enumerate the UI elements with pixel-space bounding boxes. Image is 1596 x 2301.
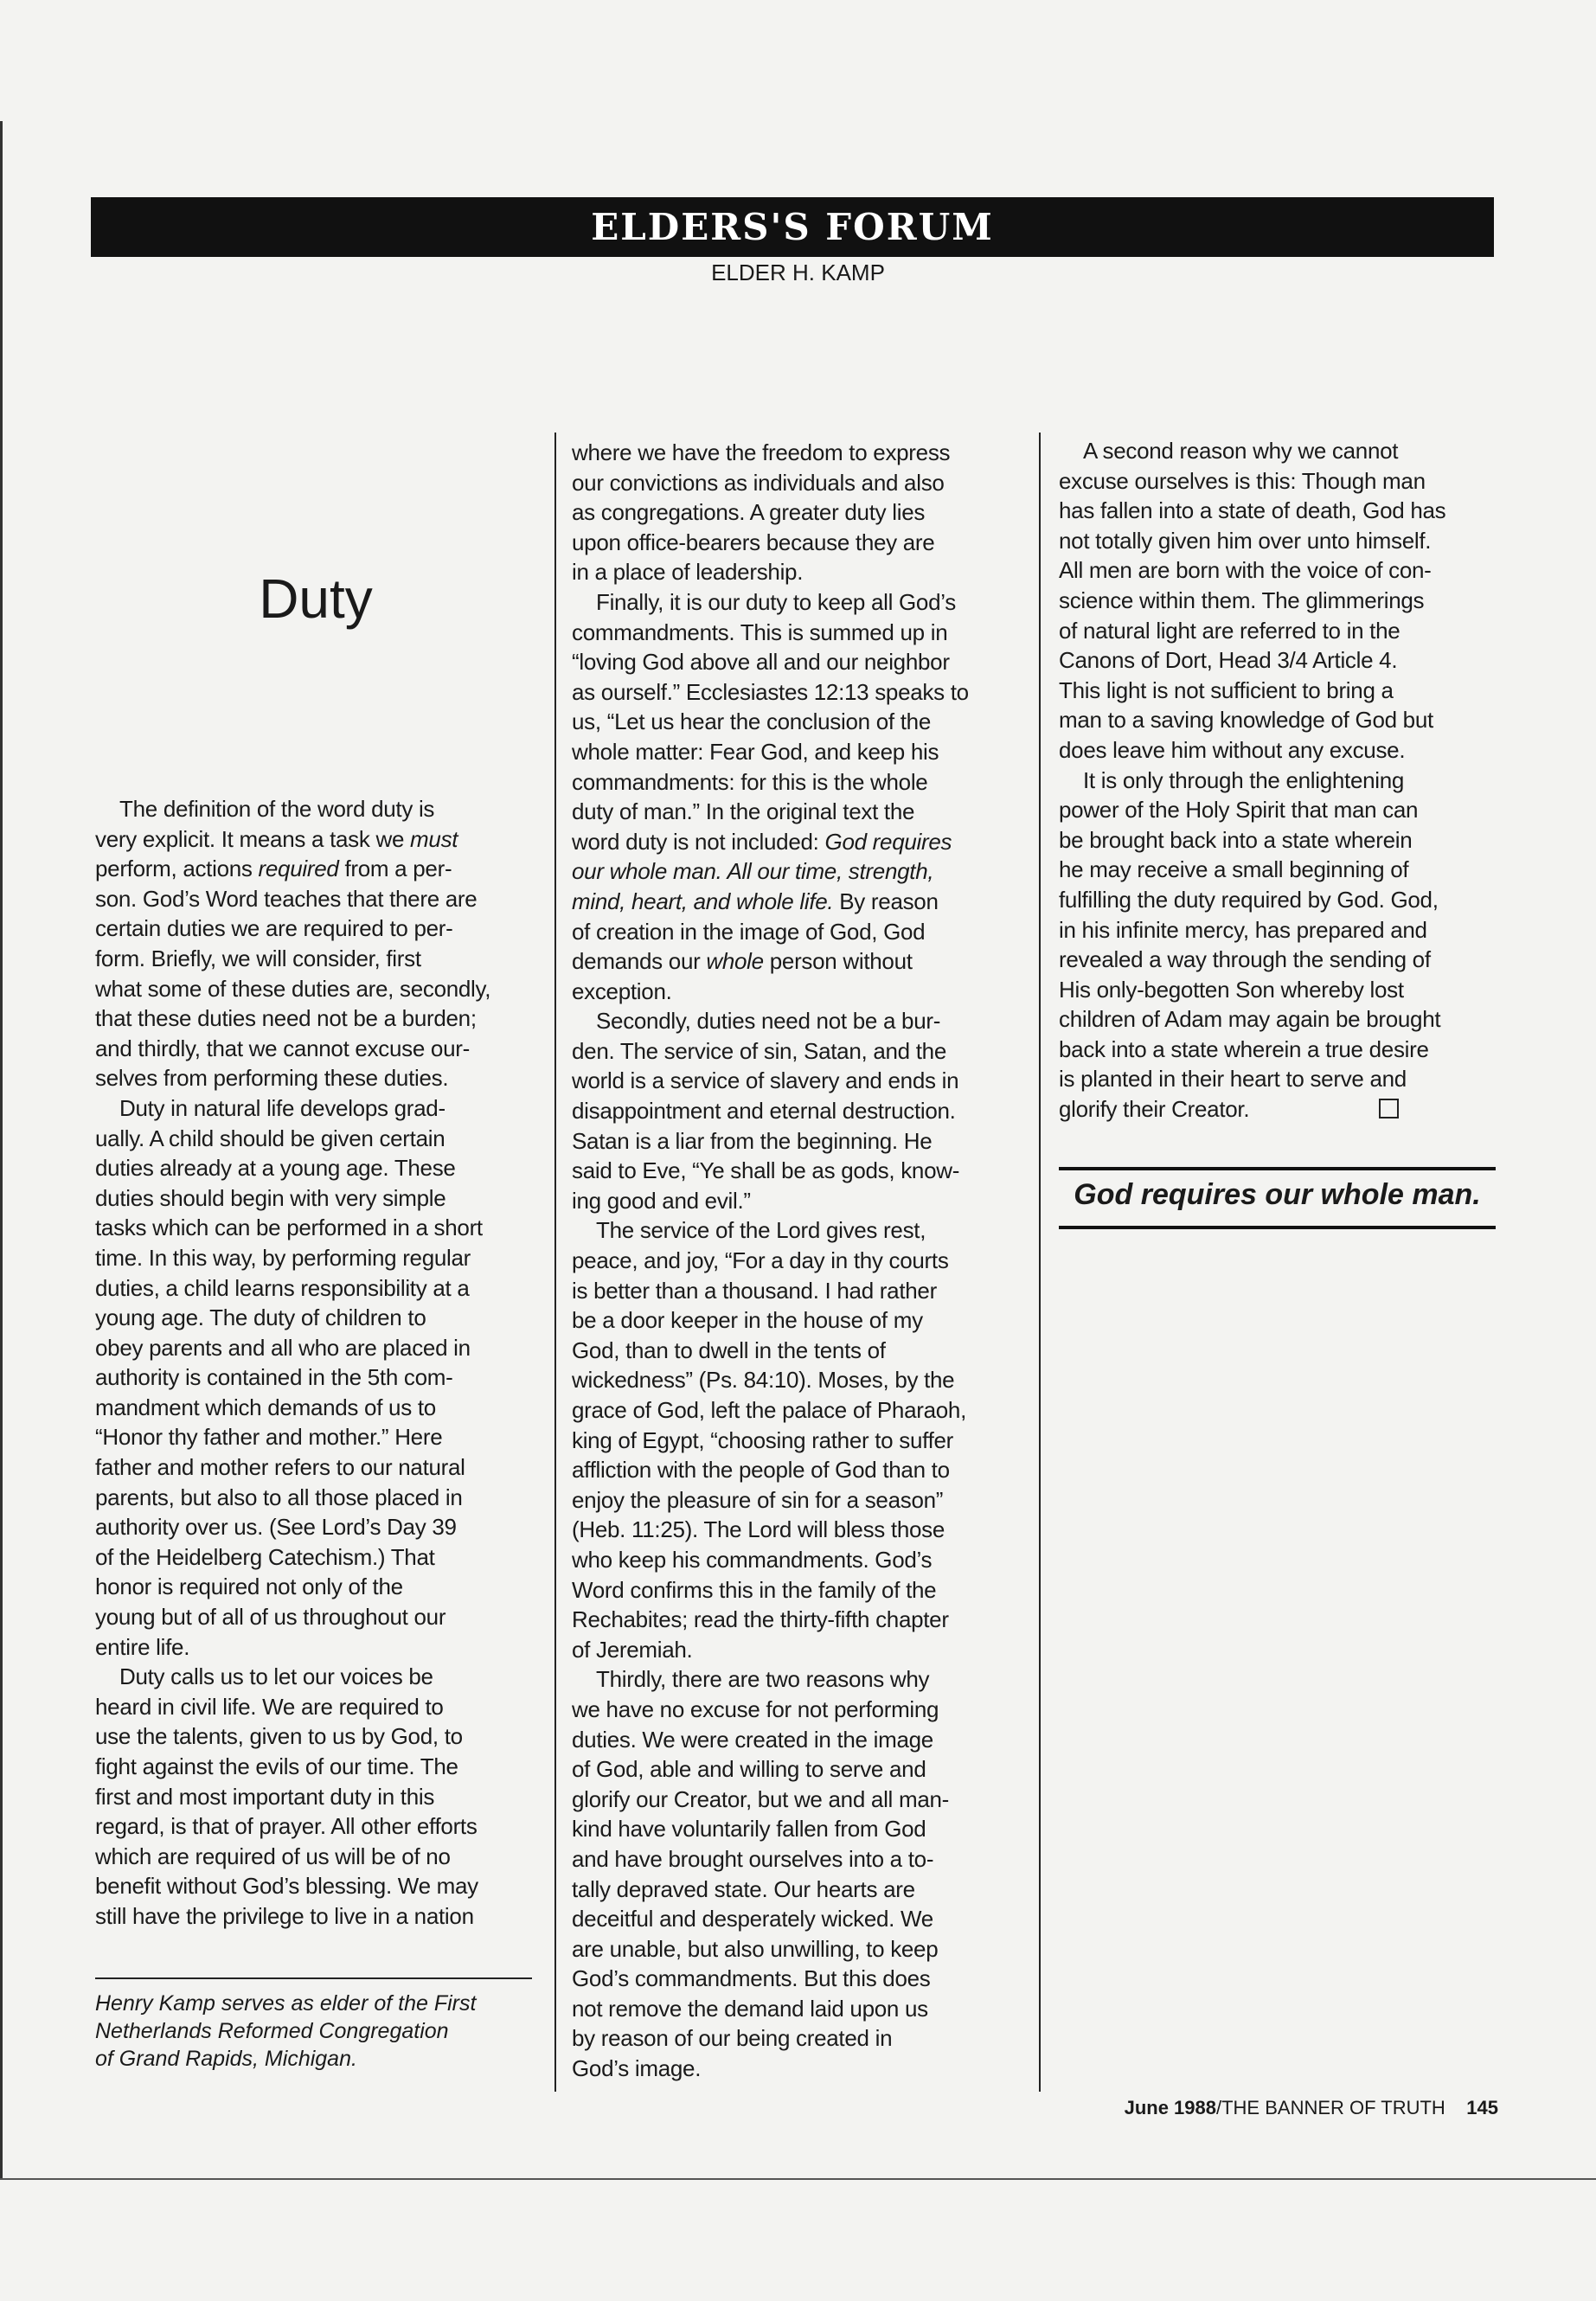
- text-span: fulfilling the duty required by God. God,: [1059, 886, 1439, 913]
- page-footer: [1125, 2097, 1498, 2119]
- text-line: [1059, 735, 1500, 766]
- column-divider: [1039, 433, 1041, 2092]
- text-line: [572, 1934, 1022, 1965]
- text-line: [572, 1485, 1022, 1516]
- text-line: [95, 884, 536, 914]
- text-line: [572, 1066, 1022, 1096]
- text-line: [572, 1635, 1022, 1665]
- text-line: [572, 618, 1022, 648]
- text-line: [572, 1276, 1022, 1306]
- text-span: deceitful and desperately wicked. We: [572, 1906, 933, 1932]
- text-span: as ourself.” Ecclesiastes 12:13 speaks to: [572, 678, 969, 705]
- text-line: [572, 1994, 1022, 2024]
- text-line: [572, 977, 1022, 1007]
- text-line: [572, 1964, 1022, 1994]
- text-span: mandment which demands of us to: [95, 1394, 436, 1420]
- text-span: of God, able and willing to serve and: [572, 1756, 926, 1783]
- text-span: king of Egypt, “choosing rather to suffer: [572, 1426, 954, 1453]
- text-span: duties. We were created in the image: [572, 1726, 933, 1753]
- paragraph: [1059, 436, 1500, 766]
- text-span: Satan is a liar from the beginning. He: [572, 1127, 933, 1154]
- text-line: [572, 1754, 1022, 1785]
- footnote-line: of Grand Rapids, Michigan.: [95, 2047, 357, 2071]
- text-span: of Jeremiah.: [572, 1636, 693, 1663]
- article-title: Duty: [259, 567, 373, 630]
- text-span: said to Eve, “Ye shall be as gods, know-: [572, 1157, 960, 1184]
- text-line: [572, 1036, 1022, 1067]
- section-title: ELDERS'S FORUM: [591, 206, 994, 248]
- text-line: [572, 1814, 1022, 1844]
- text-line: [572, 1126, 1022, 1157]
- text-span: science within them. The glimmerings: [1059, 586, 1425, 613]
- text-span: grace of God, left the palace of Pharaoh,: [572, 1397, 967, 1423]
- text-line: [95, 1901, 536, 1932]
- text-span: glorify their Creator.: [1059, 1096, 1250, 1123]
- text-span: It is only through the enlightening: [1083, 766, 1405, 793]
- text-span: and have brought ourselves into a to-: [572, 1845, 934, 1872]
- text-line: [95, 1034, 536, 1064]
- text-span: ing good and evil.”: [572, 1187, 751, 1214]
- text-span: upon office-bearers because they are: [572, 529, 935, 555]
- footnote-line: Henry Kamp serves as elder of the First: [95, 1991, 477, 2016]
- text-line: [1059, 496, 1500, 526]
- column-2: [572, 438, 1022, 2084]
- text-span: heard in civil life. We are required to: [95, 1693, 444, 1720]
- text-span: not remove the demand laid upon us: [572, 1995, 928, 2022]
- text-line: [95, 1153, 536, 1183]
- paragraph: [572, 1215, 1022, 1664]
- text-span: revealed a way through the sending of: [1059, 946, 1431, 973]
- text-span: Rechabites; read the thirty-fifth chapter: [572, 1606, 949, 1633]
- text-line: [95, 1871, 536, 1901]
- text-span: duty of man.” In the original text the: [572, 798, 915, 825]
- byline: ELDER H. KAMP: [711, 260, 885, 285]
- text-span: in his infinite mercy, has prepared and: [1059, 916, 1427, 943]
- text-span: Canons of Dort, Head 3/4 Article 4.: [1059, 647, 1398, 674]
- text-span: A second reason why we cannot: [1083, 438, 1399, 464]
- text-span: demands our: [572, 948, 707, 975]
- text-span: of the Heidelberg Catechism.) That: [95, 1543, 435, 1570]
- text-line: [95, 1393, 536, 1423]
- text-line: [1059, 975, 1500, 1005]
- text-line: [95, 794, 536, 824]
- text-line: [1059, 1035, 1500, 1065]
- text-span: Duty calls us to let our voices be: [119, 1663, 433, 1690]
- text-span: be a door keeper in the house of my: [572, 1307, 923, 1334]
- text-span: world is a service of slavery and ends in: [572, 1067, 959, 1094]
- text-line: [572, 1006, 1022, 1036]
- text-span: still have the privilege to live in a nation: [95, 1902, 474, 1929]
- text-line: [572, 797, 1022, 827]
- text-line: [572, 887, 1022, 917]
- text-line: [572, 1246, 1022, 1276]
- text-line: [572, 1695, 1022, 1725]
- text-line: [1059, 526, 1500, 556]
- text-span: duties should begin with very simple: [95, 1184, 446, 1211]
- text-line: [95, 1842, 536, 1872]
- text-span: benefit without God’s blessing. We may: [95, 1873, 478, 1900]
- text-span: den. The service of sin, Satan, and the: [572, 1037, 946, 1064]
- text-span: form. Briefly, we will consider, first: [95, 945, 421, 971]
- text-span: whole matter: Fear God, and keep his: [572, 738, 939, 765]
- text-span: glorify our Creator, but we and all man-: [572, 1785, 949, 1812]
- column-divider: [554, 433, 556, 2092]
- paragraph: [572, 1006, 1022, 1215]
- text-line: [572, 1575, 1022, 1606]
- text-line: [1059, 1094, 1500, 1125]
- publication-name: THE BANNER OF TRUTH: [1221, 2097, 1445, 2118]
- text-line: [572, 1844, 1022, 1875]
- text-span: parents, but also to all those placed in: [95, 1484, 463, 1510]
- text-line: [572, 528, 1022, 558]
- column-3: [1059, 436, 1500, 1125]
- text-line: [95, 1483, 536, 1513]
- italic-text: whole: [706, 948, 764, 975]
- text-line: [572, 1215, 1022, 1246]
- text-line: [1059, 555, 1500, 586]
- text-span: By reason: [833, 888, 939, 914]
- text-span: back into a state wherein a true desire: [1059, 1035, 1429, 1062]
- text-line: [572, 1426, 1022, 1456]
- text-line: [572, 557, 1022, 587]
- author-footnote: [95, 1990, 536, 2073]
- text-line: [572, 737, 1022, 767]
- text-line: [572, 1664, 1022, 1695]
- text-span: he may receive a small beginning of: [1059, 856, 1409, 883]
- text-line: [572, 946, 1022, 977]
- text-line: [572, 1455, 1022, 1485]
- text-line: [572, 647, 1022, 677]
- text-line: [572, 2054, 1022, 2084]
- text-line: [572, 1785, 1022, 1815]
- paragraph: [1059, 766, 1500, 1125]
- text-line: [95, 1124, 536, 1154]
- text-span: young but of all of us throughout our: [95, 1604, 446, 1631]
- text-span: in a place of leadership.: [572, 559, 804, 586]
- text-line: [95, 1572, 536, 1602]
- text-span: excuse ourselves is this: Though man: [1059, 467, 1426, 494]
- text-line: [95, 944, 536, 974]
- text-span: are unable, but also unwilling, to keep: [572, 1935, 939, 1962]
- pull-quote-rule-bottom: [1059, 1226, 1496, 1229]
- text-line: [572, 677, 1022, 708]
- text-span: does leave him without any excuse.: [1059, 736, 1406, 763]
- paragraph: [95, 794, 536, 1093]
- italic-text: our whole man. All our time, strength,: [572, 858, 934, 885]
- end-of-article-box-icon: [1379, 1099, 1399, 1118]
- text-span: what some of these duties are, secondly,: [95, 975, 491, 1002]
- column-1: [95, 794, 536, 1932]
- text-span: exception.: [572, 977, 672, 1004]
- text-line: [95, 1512, 536, 1542]
- footnote-rule: [95, 1977, 532, 1979]
- text-line: [572, 767, 1022, 798]
- text-line: [572, 468, 1022, 498]
- text-span: This light is not sufficient to bring a: [1059, 676, 1394, 703]
- text-span: wickedness” (Ps. 84:10). Moses, by the: [572, 1367, 955, 1394]
- section-banner: [91, 197, 1494, 257]
- text-span: authority over us. (See Lord’s Day 39: [95, 1514, 457, 1541]
- footer-separator: /: [1215, 2097, 1222, 2118]
- text-span: power of the Holy Spirit that man can: [1059, 797, 1419, 824]
- text-span: peace, and joy, “For a day in thy courts: [572, 1247, 949, 1274]
- text-span: All men are born with the voice of con-: [1059, 557, 1432, 584]
- text-span: which are required of us will be of no: [95, 1843, 451, 1869]
- text-span: entire life.: [95, 1633, 190, 1660]
- text-line: [572, 497, 1022, 528]
- text-line: [95, 1362, 536, 1393]
- italic-text: God requires: [824, 828, 952, 855]
- text-span: who keep his commandments. God’s: [572, 1546, 933, 1573]
- text-span: from a per-: [338, 856, 452, 882]
- text-line: [1059, 1064, 1500, 1094]
- text-line: [572, 1605, 1022, 1635]
- text-line: [572, 827, 1022, 857]
- text-line: [95, 1782, 536, 1812]
- text-line: [572, 1365, 1022, 1395]
- text-span: Duty in natural life develops grad-: [119, 1094, 445, 1121]
- text-line: [572, 856, 1022, 887]
- text-line: [95, 1303, 536, 1333]
- text-span: tally depraved state. Our hearts are: [572, 1875, 915, 1902]
- text-span: His only-begotten Son whereby lost: [1059, 976, 1404, 1003]
- italic-text: required: [258, 856, 339, 882]
- text-line: [1059, 855, 1500, 885]
- scan-edge-left: [0, 121, 3, 2180]
- text-span: commandments: for this is the whole: [572, 768, 928, 795]
- text-span: The service of the Lord gives rest,: [596, 1217, 926, 1244]
- text-line: [95, 1662, 536, 1692]
- text-line: [95, 824, 536, 855]
- text-span: Finally, it is our duty to keep all God’s: [596, 588, 956, 615]
- text-span: use the talents, given to us by God, to: [95, 1723, 463, 1750]
- pull-quote: God requires our whole man.: [1074, 1178, 1481, 1211]
- text-line: [95, 1422, 536, 1452]
- text-span: The definition of the word duty is: [119, 796, 435, 822]
- text-line: [572, 1545, 1022, 1575]
- text-span: man to a saving knowledge of God but: [1059, 707, 1433, 734]
- text-line: [95, 1063, 536, 1093]
- text-span: kind have voluntarily fallen from God: [572, 1816, 926, 1843]
- text-line: [95, 1692, 536, 1722]
- text-span: young age. The duty of children to: [95, 1304, 426, 1331]
- text-line: [1059, 436, 1500, 466]
- text-line: [95, 974, 536, 1004]
- text-line: [95, 1811, 536, 1842]
- text-span: has fallen into a state of death, God has: [1059, 497, 1446, 524]
- text-span: by reason of our being created in: [572, 2025, 893, 2052]
- text-span: be brought back into a state wherein: [1059, 826, 1413, 853]
- text-span: “Honor thy father and mother.” Here: [95, 1424, 443, 1451]
- scan-edge-bottom: [0, 2178, 1596, 2180]
- text-span: of creation in the image of God, God: [572, 918, 926, 945]
- text-span: our convictions as individuals and also: [572, 469, 945, 496]
- text-line: [95, 1333, 536, 1363]
- text-line: [1059, 616, 1500, 646]
- text-line: [95, 1213, 536, 1243]
- text-span: father and mother refers to our natural: [95, 1454, 465, 1481]
- text-line: [572, 1875, 1022, 1905]
- issue-date: June 1988: [1124, 2097, 1216, 2118]
- paragraph: [572, 587, 1022, 1006]
- text-span: and thirdly, that we cannot excuse our-: [95, 1035, 470, 1061]
- text-span: God’s commandments. But this does: [572, 1965, 931, 1992]
- text-line: [572, 438, 1022, 468]
- text-span: us, “Let us hear the conclusion of the: [572, 708, 931, 735]
- text-span: enjoy the pleasure of sin for a season”: [572, 1486, 944, 1513]
- text-line: [572, 1305, 1022, 1336]
- text-line: [95, 1273, 536, 1304]
- text-span: very explicit. It means a task we: [95, 825, 411, 852]
- text-span: Thirdly, there are two reasons why: [596, 1666, 930, 1693]
- text-span: first and most important duty in this: [95, 1783, 435, 1810]
- text-span: Word confirms this in the family of the: [572, 1576, 937, 1603]
- text-span: word duty is not included:: [572, 828, 825, 855]
- text-line: [1059, 676, 1500, 706]
- text-line: [1059, 885, 1500, 915]
- text-line: [95, 913, 536, 944]
- text-span: children of Adam may again be brought: [1059, 1006, 1441, 1033]
- text-span: time. In this way, by performing regular: [95, 1244, 471, 1271]
- text-span: ually. A child should be given certain: [95, 1125, 445, 1151]
- text-span: certain duties we are required to per-: [95, 915, 453, 942]
- text-span: disappointment and eternal destruction.: [572, 1098, 956, 1125]
- text-line: [572, 1725, 1022, 1755]
- text-line: [1059, 945, 1500, 975]
- text-span: of natural light are referred to in the: [1059, 617, 1401, 644]
- text-line: [95, 1602, 536, 1632]
- text-line: [572, 1096, 1022, 1126]
- text-span: Secondly, duties need not be a bur-: [596, 1008, 941, 1035]
- text-span: authority is contained in the 5th com-: [95, 1364, 453, 1391]
- text-span: selves from performing these duties.: [95, 1065, 449, 1092]
- text-span: regard, is that of prayer. All other efforts: [95, 1813, 478, 1840]
- paragraph: [95, 1093, 536, 1662]
- text-span: obey parents and all who are placed in: [95, 1334, 471, 1361]
- text-line: [1059, 795, 1500, 825]
- text-span: is better than a thousand. I had rather: [572, 1277, 937, 1304]
- text-line: [572, 587, 1022, 618]
- text-line: [1059, 466, 1500, 497]
- text-span: honor is required not only of the: [95, 1574, 403, 1600]
- text-line: [1059, 586, 1500, 616]
- text-line: [572, 1156, 1022, 1186]
- footnote-line: Netherlands Reformed Congregation: [95, 2019, 449, 2043]
- text-line: [1059, 915, 1500, 945]
- text-line: [95, 1003, 536, 1034]
- page-number: 145: [1466, 2097, 1498, 2118]
- text-line: [95, 1721, 536, 1752]
- text-line: [572, 917, 1022, 947]
- text-span: “loving God above all and our neighbor: [572, 649, 950, 676]
- text-line: [95, 1243, 536, 1273]
- text-span: perform, actions: [95, 856, 259, 882]
- text-line: [572, 1515, 1022, 1545]
- text-span: where we have the freedom to express: [572, 439, 951, 465]
- text-span: duties, a child learns responsibility at a: [95, 1274, 470, 1301]
- text-line: [95, 1752, 536, 1782]
- text-line: [572, 1186, 1022, 1216]
- paragraph: [572, 1664, 1022, 2083]
- text-line: [95, 1183, 536, 1214]
- text-span: fight against the evils of our time. The: [95, 1753, 458, 1779]
- text-span: person without: [763, 948, 913, 975]
- text-line: [572, 1336, 1022, 1366]
- text-line: [572, 1904, 1022, 1934]
- text-span: tasks which can be performed in a short: [95, 1215, 483, 1241]
- text-span: not totally given him over unto himself.: [1059, 527, 1432, 554]
- text-line: [1059, 1004, 1500, 1035]
- text-span: son. God’s Word teaches that there are: [95, 885, 478, 912]
- text-line: [1059, 645, 1500, 676]
- text-line: [95, 1093, 536, 1124]
- paragraph: [572, 438, 1022, 587]
- text-span: God, than to dwell in the tents of: [572, 1336, 886, 1363]
- text-span: affliction with the people of God than to: [572, 1457, 950, 1484]
- text-line: [1059, 766, 1500, 796]
- paragraph: [95, 1662, 536, 1931]
- text-line: [95, 854, 536, 884]
- pull-quote-rule-top: [1059, 1167, 1496, 1170]
- text-span: commandments. This is summed up in: [572, 619, 948, 645]
- text-line: [572, 1395, 1022, 1426]
- text-span: that these duties need not be a burden;: [95, 1005, 477, 1032]
- text-line: [1059, 705, 1500, 735]
- text-span: we have no excuse for not performing: [572, 1695, 939, 1722]
- text-line: [95, 1632, 536, 1663]
- text-span: is planted in their heart to serve and: [1059, 1066, 1407, 1093]
- text-line: [95, 1542, 536, 1573]
- text-line: [572, 2023, 1022, 2054]
- text-line: [1059, 825, 1500, 856]
- text-span: God’s image.: [572, 2055, 702, 2082]
- text-line: [95, 1452, 536, 1483]
- text-span: as congregations. A greater duty lies: [572, 499, 926, 526]
- italic-text: mind, heart, and whole life.: [572, 888, 834, 914]
- italic-text: must: [410, 825, 458, 852]
- text-span: duties already at a young age. These: [95, 1155, 456, 1182]
- text-line: [572, 707, 1022, 737]
- text-span: (Heb. 11:25). The Lord will bless those: [572, 1516, 945, 1543]
